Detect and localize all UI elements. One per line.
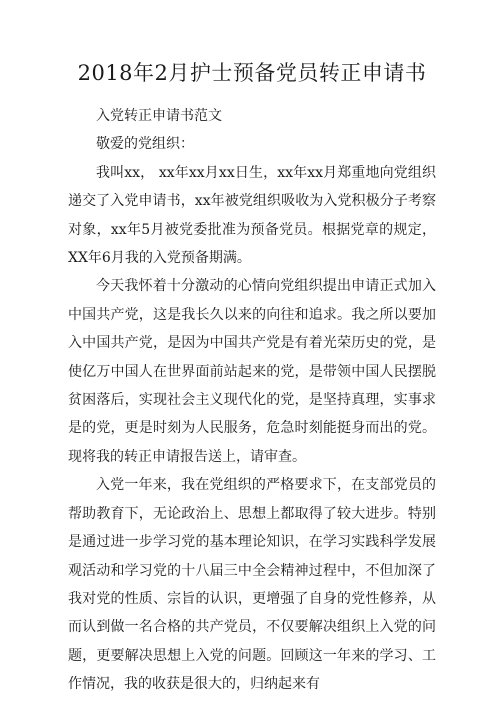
paragraph-heading-sample: 入党转正申请书范文 — [96, 108, 222, 124]
paragraph-motivation: 今天我怀着十分激动的心情向党组织提出申请正式加入中国共产党，这是我长久以来的向往和追求。我之所以要加入中国共产党，是因为中国共产党是有着光荣历史的党，是使亿万中国人在世界面前站起来的党，是带领中国人民摆脱贫困落后，实现社会主义现代化的党，是坚持真理，实事求是的党，更是时刻为人民服务，危急时刻能挺身而出的党。现将我的转正申请报告送上，请审查。 — [68, 278, 436, 465]
paragraph-salutation: 敬爱的党组织： — [96, 136, 194, 153]
paragraph-introduction: 我叫xx， xx年xx月xx日生，xx年xx月郑重地向党组织递交了入党申请书，xx年被党组织吸收为入党积极分子考察对象，xx年5月被党委批准为预备党员。根据党章的规定，XX年6月我的入党预备期满。 — [68, 164, 436, 267]
paragraph-progress: 入党一年来，我在党组织的严格要求下，在支部党员的帮助教育下，无论政治上、思想上都取得了较大进步。特别是通过进一步学习党的基本理论知识，在学习实践科学发展观活动和学习党的十八届三中全会精神过程中，不但加深了我对党的性质、宗旨的认识，更增强了自身的党性修养，从而认到做一名合格的共产党员，不仅要解决组织上入党的问题，更要解决思想上入党的问题。回顾这一年来的学习、工作情况，我的收获是很大的，归纳起来有 — [68, 477, 436, 693]
document-title: 2018年2月护士预备党员转正申请书 — [77, 61, 427, 85]
